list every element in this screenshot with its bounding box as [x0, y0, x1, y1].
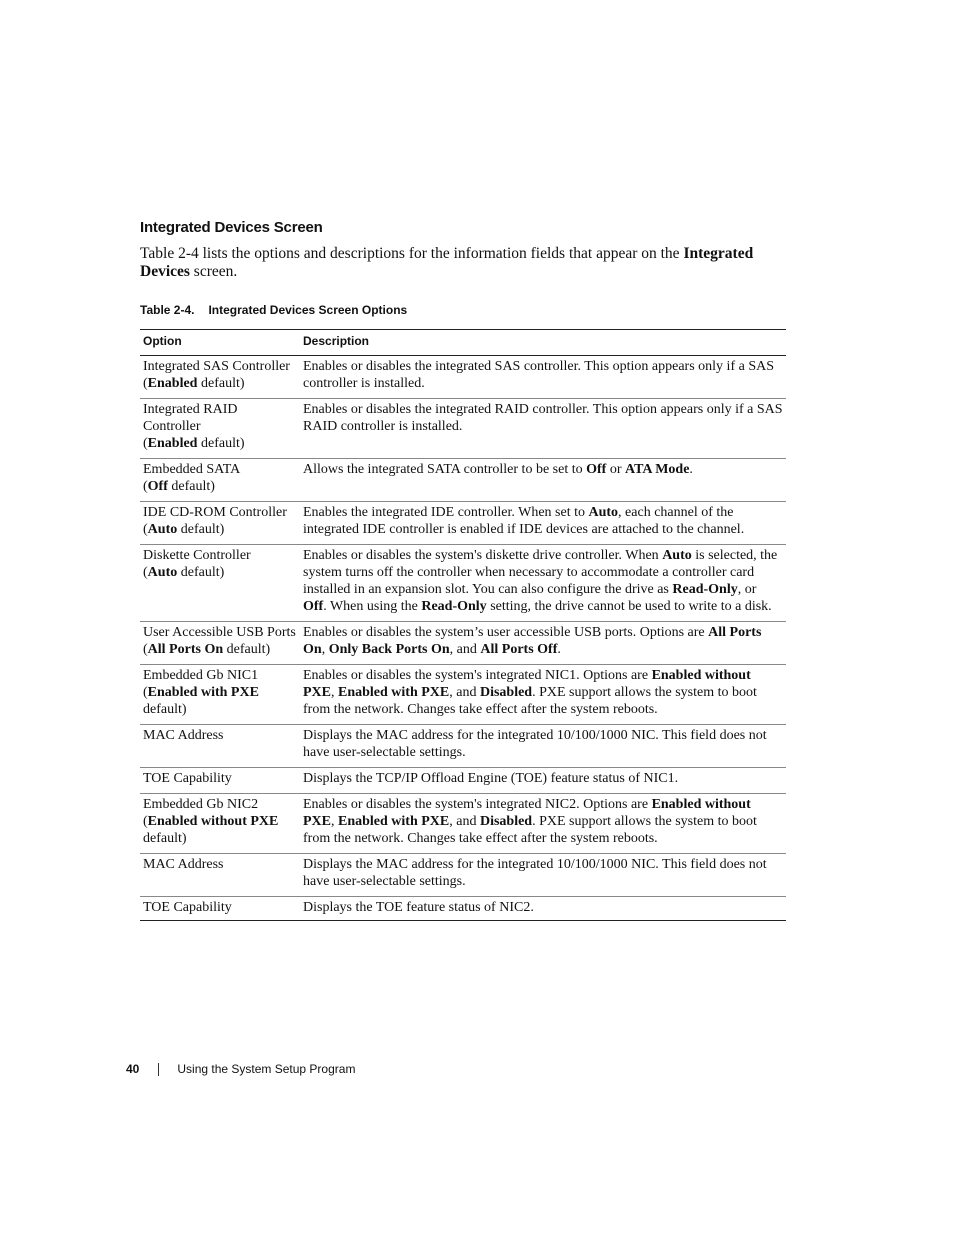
description-cell: Enables or disables the system's integrated NIC2. Options are Enabled without PXE, Enabled with PXE, and Disabled. PXE support allows the system to boot from the network. Changes take effect after the system reboots.	[300, 794, 786, 854]
table-row	[140, 399, 786, 459]
page-footer	[126, 1062, 355, 1076]
description-cell: Displays the TOE feature status of NIC2.	[303, 900, 534, 915]
description-cell: Displays the TCP/IP Offload Engine (TOE) feature status of NIC1.	[300, 768, 786, 794]
table-row	[140, 545, 786, 622]
table-body	[140, 356, 786, 921]
table-header-row	[140, 330, 786, 356]
table-row	[140, 794, 786, 854]
description-cell: Displays the MAC address for the integrated 10/100/1000 NIC. This field does not have user-selectable settings.	[300, 854, 786, 897]
table-row	[140, 622, 786, 665]
table-row	[140, 356, 786, 399]
option-cell: Embedded SATA (Off default)	[140, 459, 300, 502]
option-cell: Diskette Controller (Auto default)	[140, 545, 300, 622]
option-cell: User Accessible USB Ports (All Ports On default)	[140, 622, 300, 665]
intro-paragraph: Table 2-4 lists the options and descriptions for the information fields that appear on the Integrated Devices screen.	[140, 245, 754, 280]
footer-section-title: Using the System Setup Program	[177, 1062, 356, 1076]
table-row	[140, 502, 786, 545]
table-row	[140, 665, 786, 725]
description-cell: Displays the MAC address for the integrated 10/100/1000 NIC. This field does not have user-selectable settings.	[300, 725, 786, 768]
footer-divider	[158, 1063, 159, 1076]
options-table	[140, 329, 786, 921]
description-cell: Allows the integrated SATA controller to be set to Off or ATA Mode.	[300, 459, 786, 502]
description-cell: Enables or disables the system’s user accessible USB ports. Options are All Ports On, Only Back Ports On, and All Ports Off.	[300, 622, 786, 665]
option-cell: MAC Address	[140, 725, 300, 768]
description-cell: Enables or disables the system's integrated NIC1. Options are Enabled without PXE, Enabled with PXE, and Disabled. PXE support allows the system to boot from the network. Changes take effect after the system reboots.	[300, 665, 786, 725]
table-row	[140, 897, 786, 921]
table-row	[140, 768, 786, 794]
option-cell: Embedded Gb NIC2 (Enabled without PXE default)	[140, 794, 300, 854]
option-cell: MAC Address	[140, 854, 300, 897]
description-cell: Enables or disables the system's diskette drive controller. When Auto is selected, the system turns off the controller when necessary to accommodate a controller card installed in an expansion slot. You can also configure the drive as Read-Only, or Off. When using the Read-Only setting, the drive cannot be used to write to a disk.	[300, 545, 786, 622]
header-option: Option	[140, 330, 300, 356]
description-cell: Enables or disables the integrated SAS controller. This option appears only if a SAS controller is installed.	[300, 356, 786, 399]
section-heading: Integrated Devices Screen	[140, 219, 323, 236]
table-caption	[140, 303, 407, 317]
table-row	[140, 459, 786, 502]
description-cell: Enables the integrated IDE controller. When set to Auto, each channel of the integrated IDE controller is enabled if IDE devices are attached to the channel.	[300, 502, 786, 545]
page-number: 40	[126, 1062, 140, 1076]
option-cell: Embedded Gb NIC1 (Enabled with PXE default)	[140, 665, 300, 725]
option-cell: TOE Capability	[143, 900, 232, 915]
option-cell: TOE Capability	[140, 768, 300, 794]
header-description: Description	[300, 330, 786, 356]
table-row	[140, 725, 786, 768]
option-cell: Integrated RAID Controller (Enabled default)	[140, 399, 300, 459]
table-caption-title: Integrated Devices Screen Options	[208, 303, 408, 317]
option-cell: Integrated SAS Controller (Enabled default)	[140, 356, 300, 399]
table-row	[140, 854, 786, 897]
option-cell: IDE CD-ROM Controller (Auto default)	[140, 502, 300, 545]
description-cell: Enables or disables the integrated RAID controller. This option appears only if a SAS RAID controller is installed.	[300, 399, 786, 459]
table-caption-label: Table 2-4.	[140, 303, 195, 317]
